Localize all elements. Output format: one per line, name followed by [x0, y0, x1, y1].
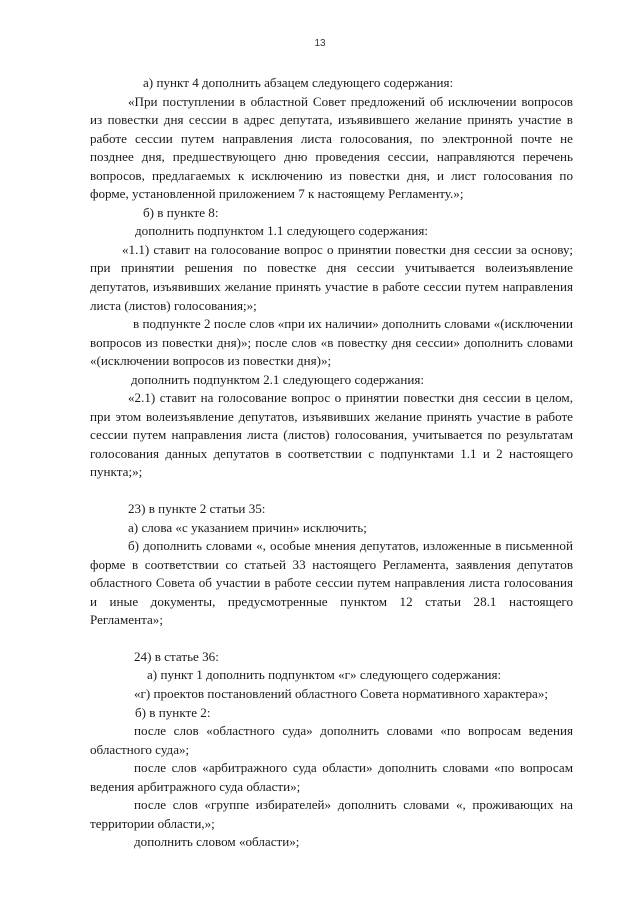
- paragraph: б) в пункте 2:: [135, 704, 211, 720]
- paragraph: а) пункт 4 дополнить абзацем следующего содержания:: [143, 75, 454, 90]
- paragraph: «г) проектов постановлений областного Совета нормативного характера»;: [134, 685, 549, 701]
- paragraph: б) в пункте 8:: [143, 204, 219, 220]
- paragraph: дополнить подпунктом 2.1 следующего содержания:: [131, 371, 425, 387]
- paragraph: «При поступлении в областной Совет предложений об исключении вопросов из повестки дня сессии в адрес депутата, изъявившего желание принять участие в работе сессии путем направления листа голосования, по электронной почте не позднее дня, предшествующего дню проведения сессии, направляются перечень вопросов, предлагаемых к исключению из повестки дня, и лист голосования по форме, установленной приложением 7 к настоящему Регламенту.»;: [90, 93, 573, 202]
- document-body: [90, 74, 573, 852]
- paragraph: дополнить словом «области»;: [134, 834, 300, 850]
- paragraph: после слов «арбитражного суда области» дополнить словами «по вопросам ведения арбитражного суда области»;: [90, 760, 573, 794]
- paragraph: 24) в статье 36:: [134, 648, 219, 664]
- paragraph: после слов «группе избирателей» дополнить словами «, проживающих на территории области,»;: [90, 797, 573, 831]
- paragraph: «1.1) ставит на голосование вопрос о принятии повестки дня сессии за основу; при принятии решения по повестке дня сессии учитывается волеизъявление депутатов, изъявивших желание принять участие в работе сессии путем направления листа (листов) голосования;»;: [90, 241, 573, 313]
- paragraph: дополнить подпунктом 1.1 следующего содержания:: [135, 223, 429, 239]
- paragraph: после слов «областного суда» дополнить словами «по вопросам ведения областного суда»;: [90, 723, 573, 757]
- paragraph-gap: [90, 482, 573, 500]
- paragraph: в подпункте 2 после слов «при их наличии» дополнить словами «(исключении вопросов из повестки дня)»; после слов «в повестку дня сессии» дополнить словами «(исключении вопросов из повестки дня)»;: [90, 316, 573, 369]
- page-number: 13: [314, 38, 326, 49]
- paragraph: «2.1) ставит на голосование вопрос о принятии повестки дня сессии в целом, при этом волеизъявление депутатов, изъявивших желание принять участие в работе сессии путем направления листа (листов) голосования, учитывается по результатам голосования данных депутатов в соответствии с подпунктами 1.1 и 2 настоящего пункта;»;: [90, 390, 573, 480]
- paragraph: б) дополнить словами «, особые мнения депутатов, изложенные в письменной форме в соответствии со статьей 33 настоящего Регламента, заявления депутатов областного Совета об участии в работе сессии путем направления листа голосования и иные документы, предусмотренные пунктом 12 статьи 28.1 настоящего Регламента»;: [90, 538, 573, 628]
- paragraph-gap: [90, 630, 573, 648]
- paragraph: а) слова «с указанием причин» исключить;: [128, 519, 367, 535]
- paragraph: 23) в пункте 2 статьи 35:: [128, 501, 266, 517]
- paragraph: а) пункт 1 дополнить подпунктом «г» следующего содержания:: [147, 667, 502, 683]
